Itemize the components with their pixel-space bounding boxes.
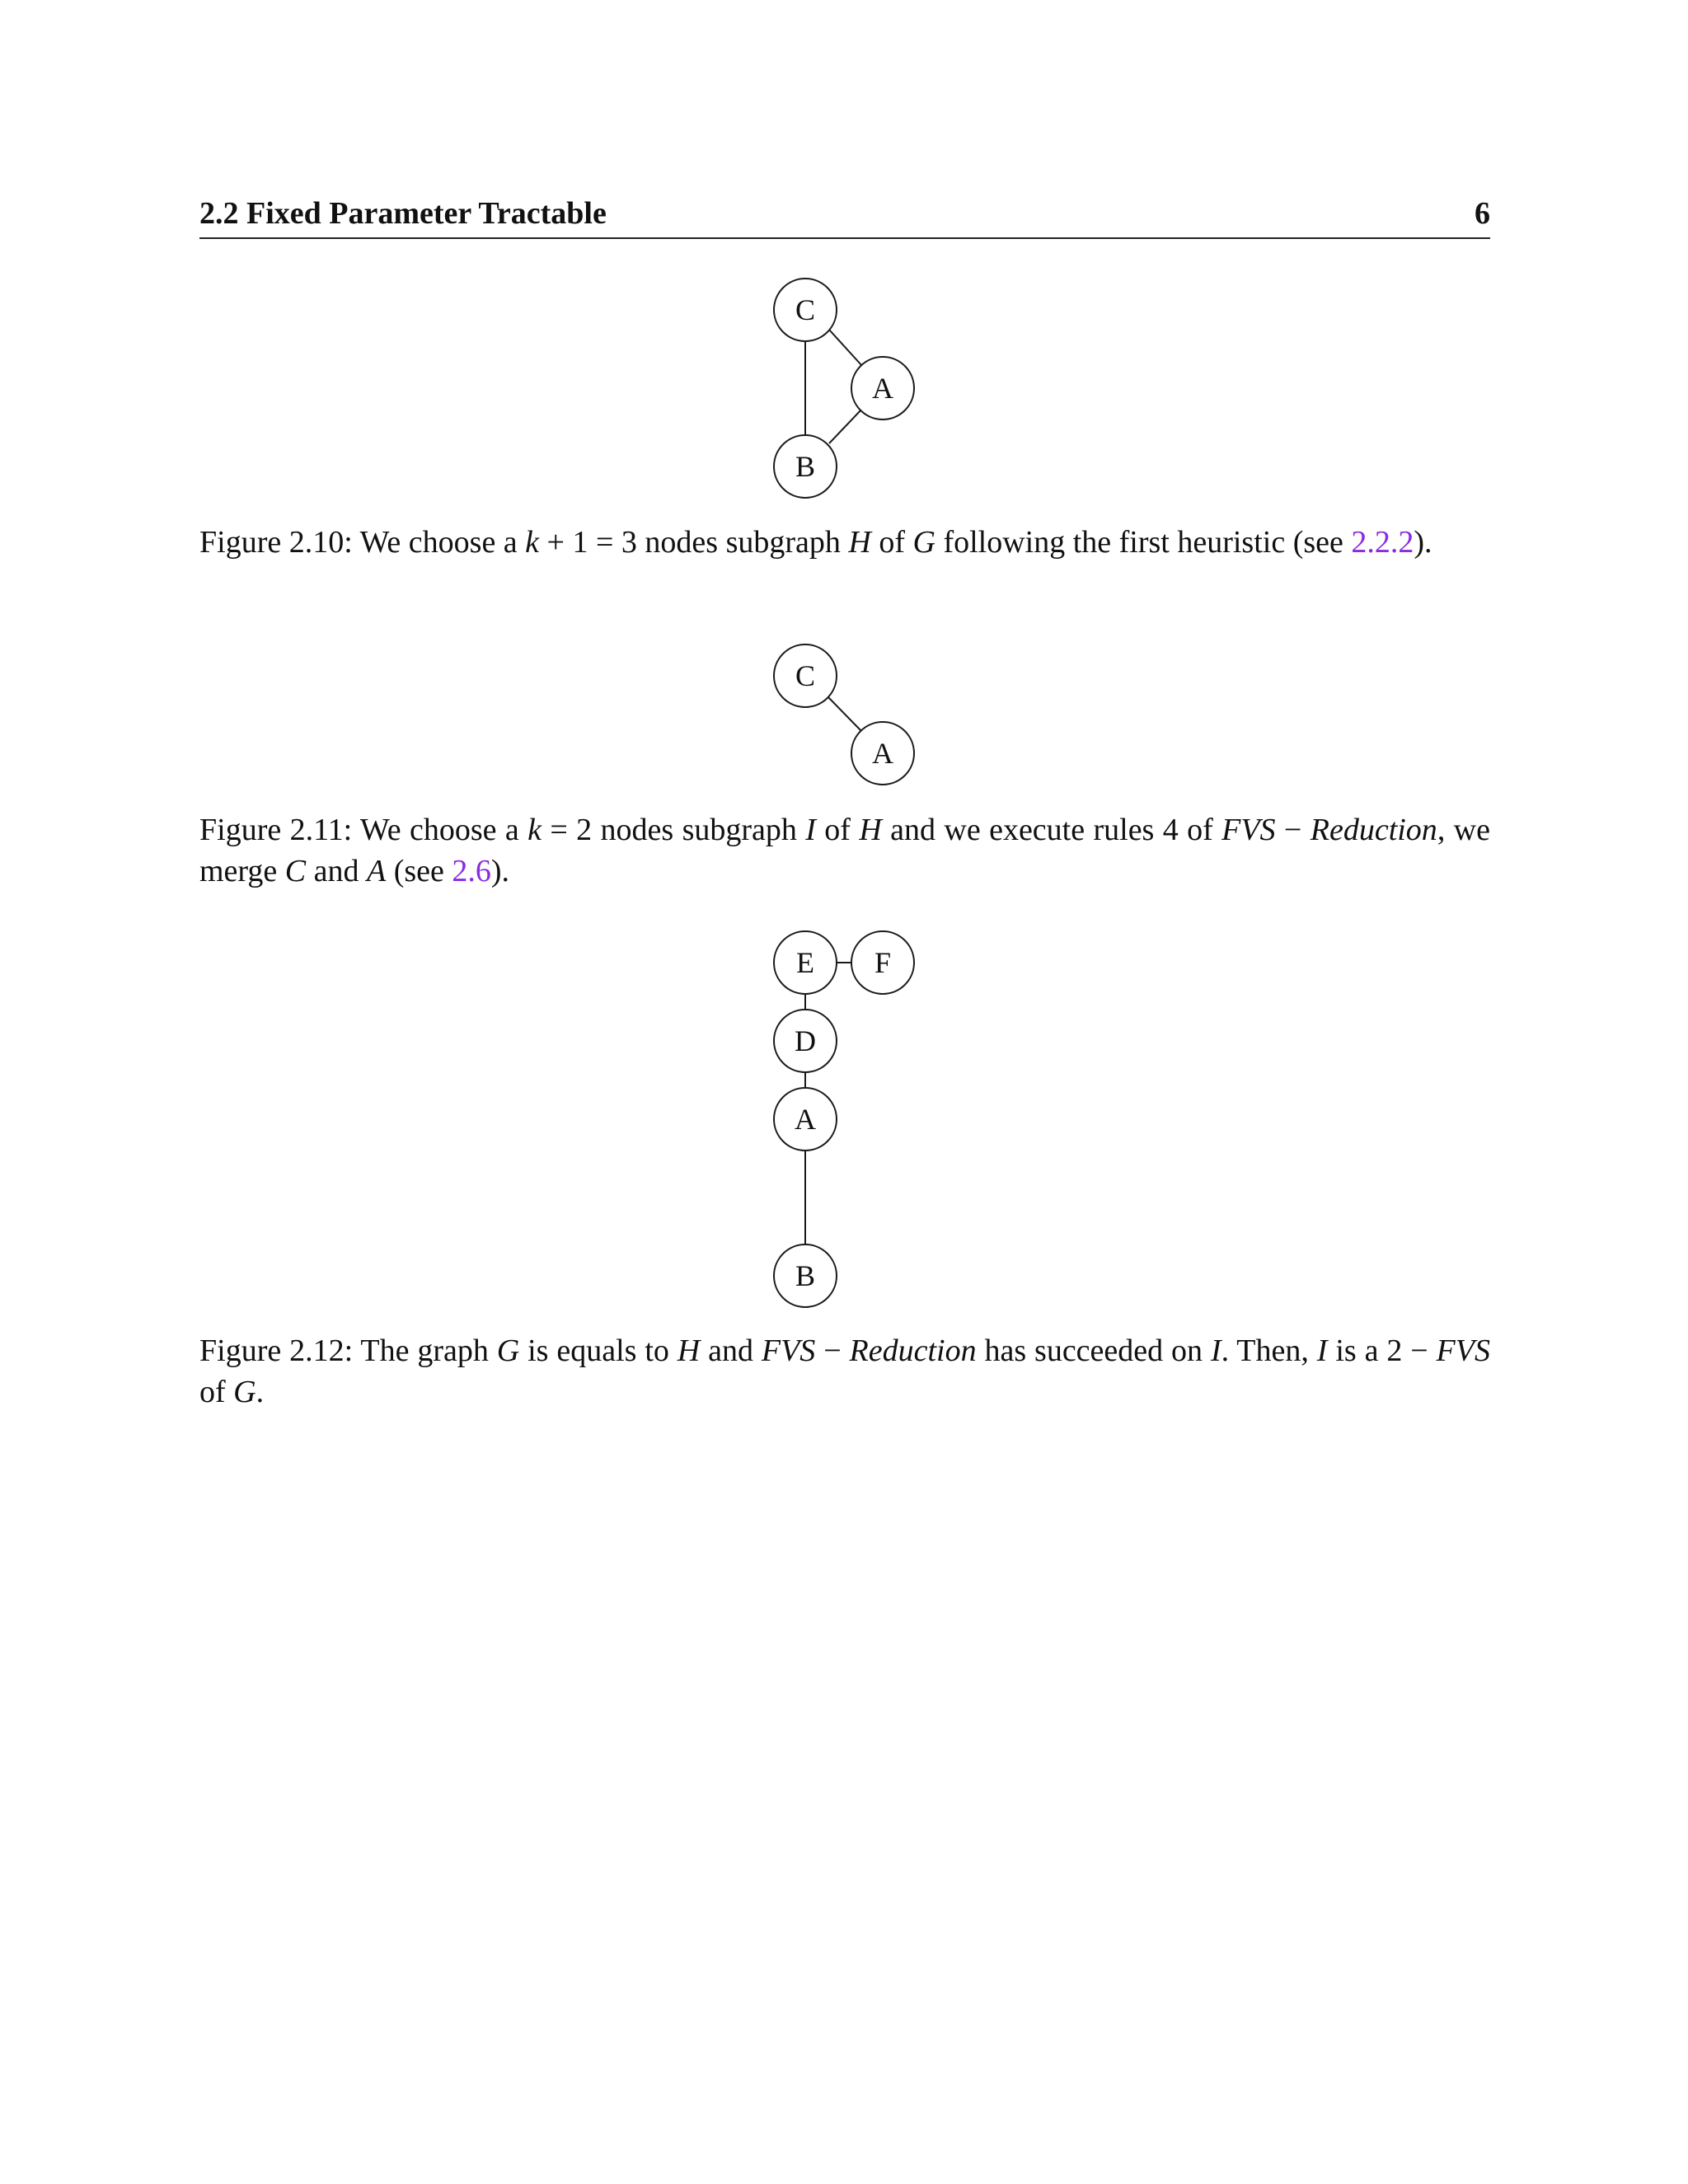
node-c-label: C [795,659,816,692]
figure-2-12-graph [774,931,914,1307]
figure-2-11-caption [199,809,1490,892]
node-f-label: F [874,946,892,979]
caption-text: of [870,525,913,560]
figure-2-10-graph [774,279,914,498]
caption-math: H [859,813,882,847]
caption-text: . [256,1375,265,1409]
caption-math: H [677,1333,701,1368]
caption-text: We choose a [352,813,528,847]
node-b-label: B [795,450,816,483]
edge-c-a [828,696,862,732]
caption-text: = 2 nodes subgraph [542,813,806,847]
caption-text: − [1275,813,1311,847]
figure-2-11-graph [774,644,914,785]
node-a-label: A [872,737,893,770]
caption-math: Reduction [849,1333,977,1368]
caption-math: G [496,1333,520,1368]
caption-math: I [1316,1333,1328,1368]
caption-math: k [525,525,540,560]
caption-label: Figure 2.12: [199,1333,354,1368]
edge-c-a [829,330,862,366]
caption-math: A [367,854,387,888]
caption-text: (see [386,854,452,888]
figure-2-10-caption [199,522,1490,563]
caption-math: G [233,1375,256,1409]
caption-text: and [700,1333,762,1368]
caption-text: − [815,1333,850,1368]
caption-text: of [199,1375,234,1409]
caption-math: H [848,525,871,560]
figure-ref-link[interactable]: 2.6 [452,854,491,888]
caption-text: and [306,854,367,888]
node-c-label: C [795,293,816,326]
caption-text: ). [1414,525,1432,560]
caption-math: Reduction [1310,813,1437,847]
node-d-label: D [795,1024,816,1057]
caption-math: FVS [1221,813,1276,847]
node-a-label: A [872,372,893,405]
caption-text: following the first heuristic (see [935,525,1352,560]
section-ref-link[interactable]: 2.2.2 [1351,525,1414,560]
caption-text: The graph [353,1333,497,1368]
caption-text: has succeeded on [976,1333,1211,1368]
caption-label: Figure 2.10: [199,525,353,560]
caption-text: + 1 = 3 nodes subgraph [539,525,849,560]
figure-2-12-caption [199,1330,1490,1413]
edge-a-b [829,409,862,443]
caption-math: FVS [761,1333,816,1368]
node-a-label: A [795,1103,816,1136]
node-e-label: E [796,946,814,979]
caption-text: of [815,813,860,847]
page-number: 6 [1475,196,1490,231]
caption-math: k [528,813,542,847]
caption-math: FVS [1436,1333,1490,1368]
caption-text: , we merge [199,813,1490,888]
caption-text: is equals to [519,1333,678,1368]
caption-math: I [1210,1333,1221,1368]
section-title: 2.2 Fixed Parameter Tractable [199,196,607,231]
caption-text: ). [490,854,510,888]
caption-text: is a 2 − [1327,1333,1437,1368]
caption-text: . Then, [1221,1333,1317,1368]
caption-text: We choose a [352,525,526,560]
caption-text: and we execute rules 4 of [881,813,1222,847]
node-b-label: B [795,1259,816,1292]
caption-math: G [912,525,935,560]
caption-math: C [284,854,307,888]
caption-label: Figure 2.11: [199,813,353,847]
caption-math: I [805,813,816,847]
